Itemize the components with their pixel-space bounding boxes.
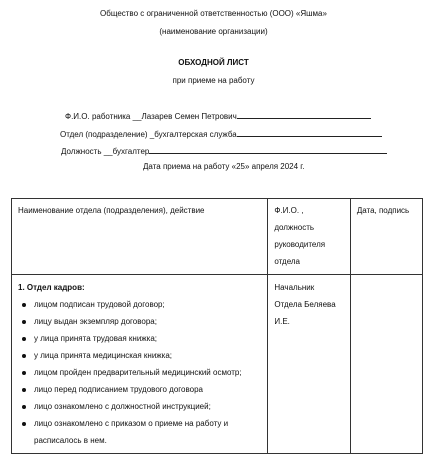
position-value: бухгалтер: [112, 147, 150, 156]
list-item: у лица принята медицинская книжка;: [18, 347, 261, 364]
header-department: Наименование отдела (подразделения), действие: [12, 199, 268, 275]
table-header-row: [12, 199, 423, 275]
hire-date: Дата приема на работу «25» апреля 2024 г.: [143, 162, 305, 171]
list-item: лицо ознакомлено с приказом о приеме на работу и расписалось в нем.: [18, 415, 261, 449]
position-underline: [149, 145, 387, 154]
list-item: лицу выдан экземпляр договора;: [18, 313, 261, 330]
department-label: Отдел (подразделение) _: [60, 130, 155, 139]
department-value: бухгалтерская служба: [154, 130, 237, 139]
employee-name-field: [65, 110, 371, 121]
position-field: [61, 145, 387, 156]
list-item: у лица принята трудовая книжка;: [18, 330, 261, 347]
list-item: лицом пройден предварительный медицинский осмотр;: [18, 364, 261, 381]
list-item: лицом подписан трудовой договор;: [18, 296, 261, 313]
list-item: лицо перед подписанием трудового договора: [18, 381, 261, 398]
department-underline: [237, 128, 382, 137]
department-field: [60, 128, 382, 139]
employee-name-underline: [237, 110, 371, 119]
table-row-hr: [12, 275, 423, 454]
employee-name-label: Ф.И.О. работника __: [65, 112, 142, 121]
organization-name: Общество с ограниченной ответственностью (ООО) «Яшма»: [100, 9, 327, 18]
header-head-name: Ф.И.О. , должность руководителя отдела: [268, 199, 350, 275]
clearance-table: [11, 198, 423, 454]
organization-caption: (наименование организации): [159, 27, 268, 36]
section-title: 1. Отдел кадров:: [18, 283, 85, 292]
hr-head-cell: Начальник Отдела Беляева И.Е.: [268, 275, 350, 454]
document-title: ОБХОДНОЙ ЛИСТ: [178, 58, 249, 67]
document-subtitle: при приеме на работу: [172, 76, 255, 85]
list-item: лицо ознакомлено с должностной инструкцией;: [18, 398, 261, 415]
hr-actions-cell: [12, 275, 268, 454]
header-date-signature: Дата, подпись: [350, 199, 422, 275]
hr-signature-cell: [350, 275, 422, 454]
position-label: Должность __: [61, 147, 113, 156]
employee-name-value: Лазарев Семен Петрович: [141, 112, 237, 121]
